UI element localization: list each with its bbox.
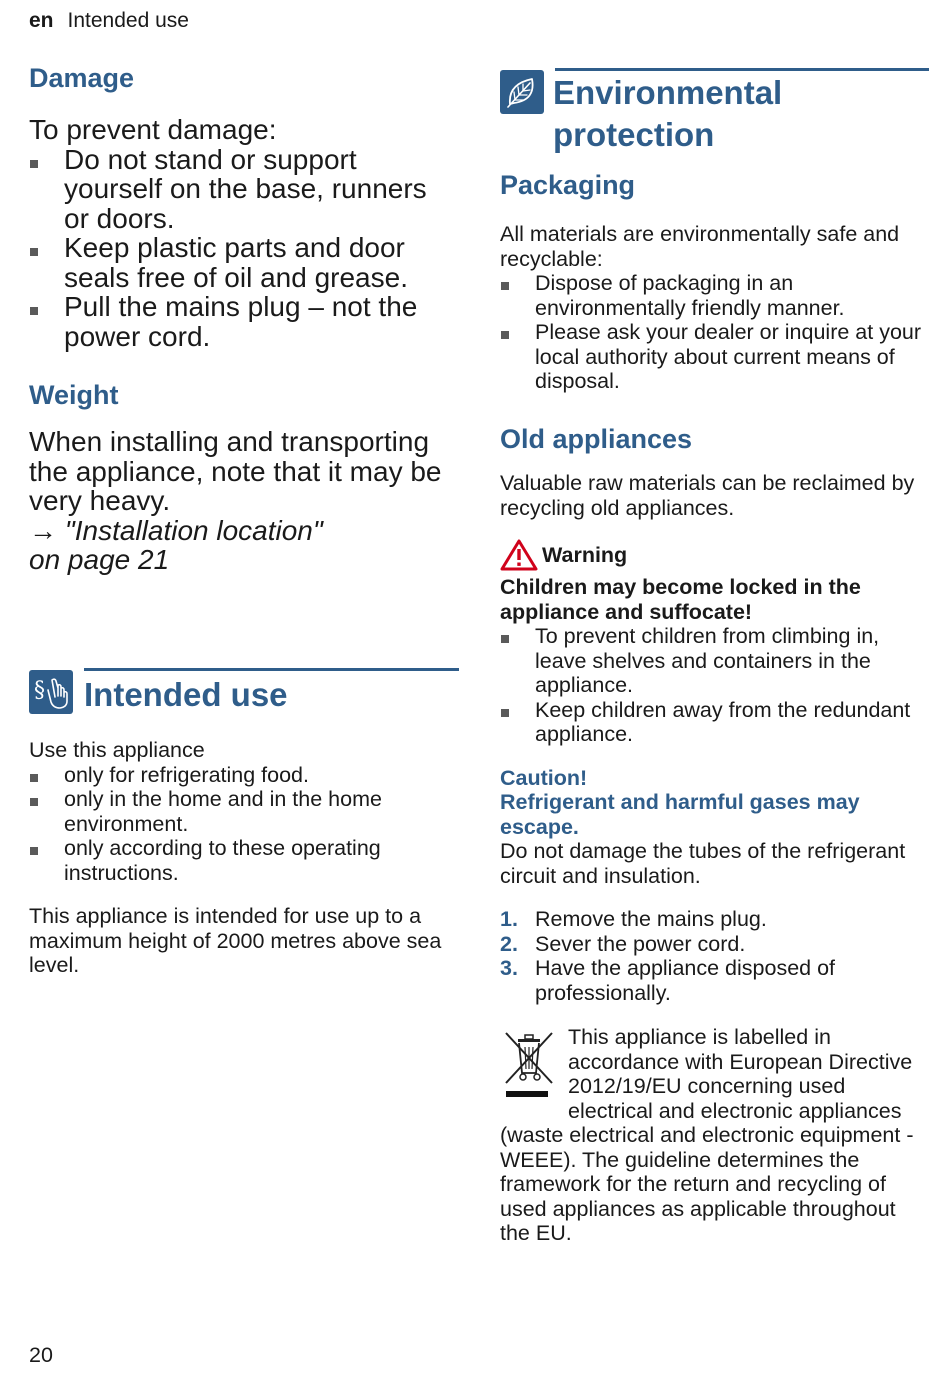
packaging-intro: All materials are environmentally safe and recyclable:	[500, 222, 900, 271]
packaging-heading: Packaging	[500, 170, 636, 200]
list-item: Keep plastic parts and door seals free of oil and grease.	[29, 233, 459, 292]
list-item: Do not stand or support yourself on the base, runners or doors.	[29, 145, 459, 234]
step-number: 2.	[500, 931, 518, 956]
environmental-title-line2: protection	[553, 116, 715, 153]
environmental-heading	[553, 72, 782, 156]
language-code: en	[29, 9, 54, 32]
caution-headline: Refrigerant and harmful gases may escape.	[500, 790, 860, 839]
environmental-title-line1: Environmental	[553, 74, 783, 111]
step-text: Remove the mains plug.	[535, 907, 767, 931]
paragraph-hand-icon	[29, 670, 73, 714]
weee-block	[500, 1025, 930, 1246]
weight-section	[29, 379, 459, 575]
list-item: Keep children away from the redundant appliance.	[500, 698, 930, 747]
step-text: Have the appliance disposed of professionally.	[535, 956, 836, 1005]
intended-use-intro: Use this appliance	[29, 738, 205, 762]
leaf-icon	[500, 70, 544, 114]
damage-section	[29, 62, 459, 351]
list-item: only in the home and in the home environment.	[29, 787, 459, 836]
damage-intro: To prevent damage:	[29, 114, 277, 145]
packaging-list	[500, 271, 930, 394]
warning-triangle-icon	[500, 539, 538, 571]
warning-label: Warning	[542, 542, 628, 567]
damage-list	[29, 145, 459, 352]
crossed-out-bin-icon	[500, 1029, 558, 1101]
caution-label: Caution!	[500, 765, 588, 790]
section-rule	[84, 668, 459, 671]
step-text: Sever the power cord.	[535, 931, 746, 956]
step-item	[500, 932, 930, 957]
step-number: 3.	[500, 956, 518, 980]
height-note: This appliance is intended for use up to a maximum height of 2000 metres above sea level.	[29, 904, 442, 977]
list-item: To prevent children from climbing in, leave shelves and containers in the appliance.	[500, 624, 930, 698]
intended-use-heading: Intended use	[84, 676, 288, 713]
step-item	[500, 956, 930, 1005]
disposal-steps	[500, 907, 930, 1005]
warning-list	[500, 624, 930, 747]
header-section: Intended use	[67, 9, 189, 32]
weight-text: When installing and transporting the appliance, note that it may be very heavy.	[29, 426, 442, 516]
page-number: 20	[29, 1343, 53, 1367]
old-appliances-heading: Old appliances	[500, 424, 693, 454]
list-item: Pull the mains plug – not the power cord.	[29, 292, 459, 351]
damage-heading: Damage	[29, 63, 135, 93]
list-item: Dispose of packaging in an environmentally friendly manner.	[500, 271, 930, 320]
list-item: Please ask your dealer or inquire at your local authority about current means of disposal.	[500, 320, 930, 394]
section-rule	[555, 68, 929, 71]
reference-page: on page 21	[29, 544, 170, 575]
warning-label-row	[500, 539, 930, 571]
weee-text: This appliance is labelled in accordance with European Directive 2012/19/EU concerning used electrical and electronic appliances (waste electrical and electronic equipment - WEEE). The guideline determines the framework for the return and recycling of used appliances as applicable throughout the EU.	[500, 1025, 914, 1245]
step-item	[500, 907, 930, 932]
weight-reference	[29, 516, 459, 546]
intended-use-body	[29, 738, 459, 978]
reference-link[interactable]: "Installation location"	[64, 514, 323, 546]
list-item: only according to these operating instructions.	[29, 836, 459, 885]
svg-text:§: §	[34, 678, 45, 703]
step-number: 1.	[500, 907, 518, 931]
arrow-icon: →	[29, 514, 57, 546]
running-header	[29, 8, 189, 34]
packaging-section	[500, 169, 930, 394]
weight-heading: Weight	[29, 380, 119, 410]
caution-text: Do not damage the tubes of the refrigerant circuit and insulation.	[500, 839, 906, 888]
old-appliances-section	[500, 423, 930, 1246]
old-appliances-text: Valuable raw materials can be reclaimed by recycling old appliances.	[500, 471, 915, 520]
intended-use-list	[29, 763, 459, 886]
list-item: only for refrigerating food.	[29, 763, 459, 788]
warning-headline: Children may become locked in the appliance and suffocate!	[500, 575, 861, 624]
